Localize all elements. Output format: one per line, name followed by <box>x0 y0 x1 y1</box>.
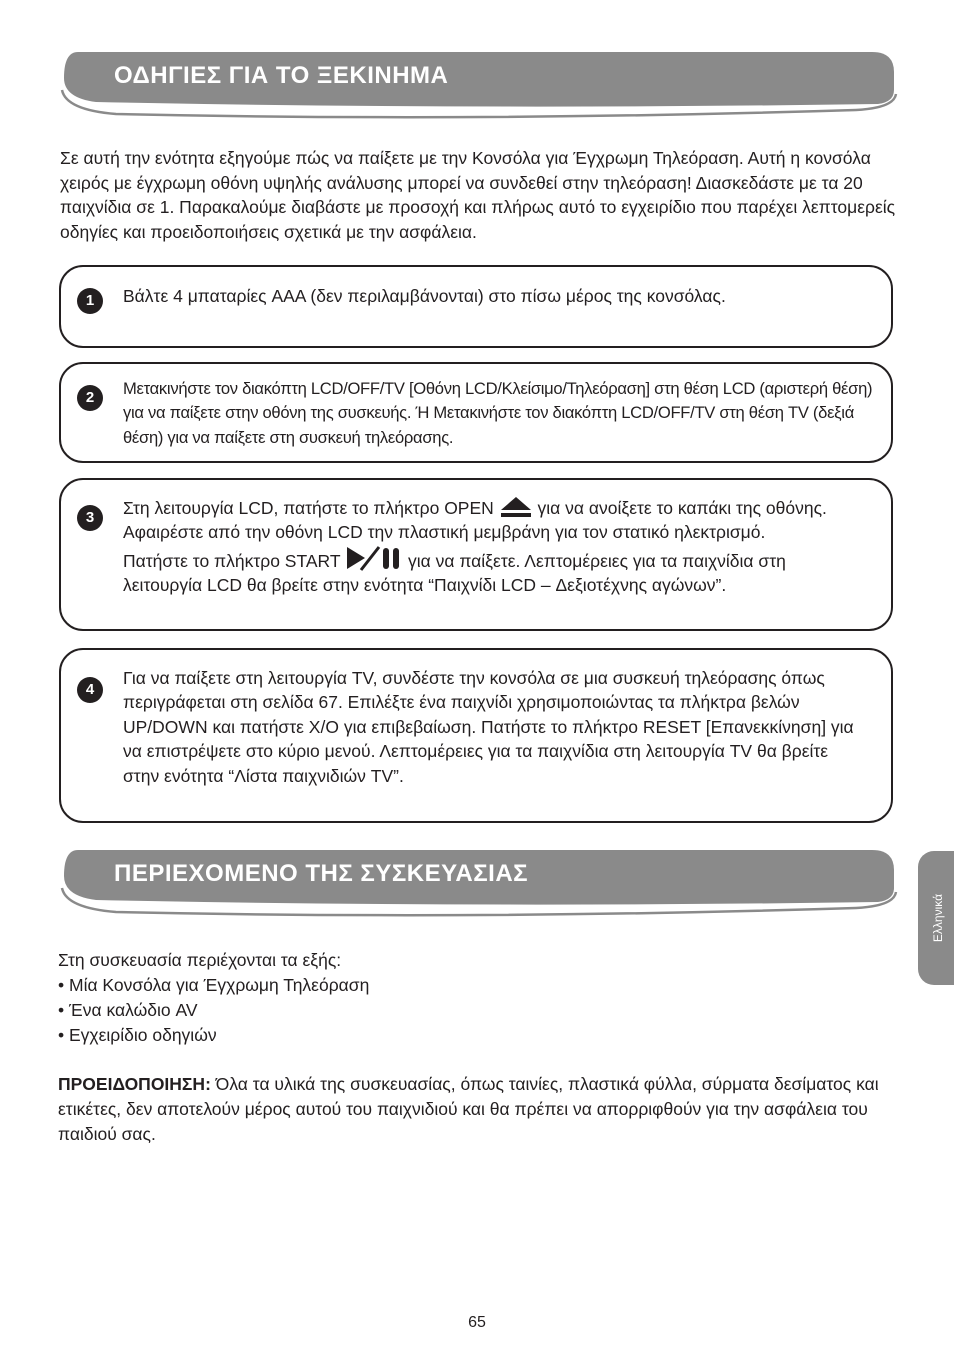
section-title: ΟΔΗΓΙΕΣ ΓΙΑ ΤΟ ΞΕΚΙΝΗΜΑ <box>114 62 449 89</box>
step-text <box>123 496 833 598</box>
contents-intro: Στη συσκευασία περιέχονται τα εξής: <box>58 950 342 970</box>
language-label: Ελληνικά <box>931 893 945 943</box>
contents-item: • Ένα καλώδιο AV <box>58 1000 198 1020</box>
step-number-badge: 2 <box>77 385 103 411</box>
step-text-part: για να παίξετε. Λεπτομέρειες για τα παιχνίδια στη λειτουργία LCD θα βρείτε στην ενότητα “Παιχνίδι LCD – Δεξιοτέχνης αγώνων”. <box>123 550 786 596</box>
step-number-badge: 4 <box>77 677 103 703</box>
step-text: Βάλτε 4 μπαταρίες AAA (δεν περιλαμβάνονται) στο πίσω μέρος της κονσόλας. <box>123 286 726 306</box>
step-text-part: για να ανοίξετε το καπάκι της οθόνης. Αφαιρέστε από την οθόνη LCD την πλαστική μεμβράνη για τον στατικό ηλεκτρισμό. Πατήστε το πλήκτρο START <box>123 498 827 571</box>
step-box-1 <box>59 265 893 348</box>
step-number-badge: 1 <box>77 288 103 314</box>
step-box-2 <box>59 362 893 463</box>
step-text: Για να παίξετε στη λειτουργία TV, συνδέστε την κονσόλα σε μια συσκευή τηλεόρασης όπως περιγράφεται στη σελίδα 67. Επιλέξτε ένα παιχνίδι χρησιμοποιώντας τα πλήκτρα βελών UP/DOWN και πατήστε X/O για επιβεβαίωση. Πατήστε το πλήκτρο RESET [Επανεκκίνηση] για να επιστρέψετε στο κύριο μενού. Λεπτομέρειες για τα παιχνίδια στη λειτουργία TV θα βρείτε στην ενότητα “Λίστα παιχνιδιών TV”. <box>123 668 854 786</box>
play-pause-icon <box>345 545 403 571</box>
warning-paragraph <box>58 1072 888 1147</box>
step-box-4 <box>59 648 893 823</box>
page-number: 65 <box>468 1314 486 1331</box>
contents-item: • Μία Κονσόλα για Έγχρωμη Τηλεόραση <box>58 975 370 995</box>
section-banner-package-contents <box>56 848 902 918</box>
step-number-badge: 3 <box>77 505 103 531</box>
section-banner-getting-started <box>56 50 902 120</box>
language-side-tab <box>918 851 954 985</box>
section-title: ΠΕΡΙΕΧΟΜΕΝΟ ΤΗΣ ΣΥΣΚΕΥΑΣΙΑΣ <box>114 860 529 887</box>
step-text-part: Στη λειτουργία LCD, πατήστε το πλήκτρο OPEN <box>123 498 494 518</box>
step-text: Μετακινήστε τον διακόπτη LCD/OFF/TV [Οθόνη LCD/Κλείσιμο/Τηλεόραση] στη θέση LCD (αριστερή θέση) για να παίξετε στην οθόνη της συσκευής. Ή Μετακινήστε τον διακόπτη LCD/OFF/TV στη θέση TV (δεξιά θέση) για να παίξετε στη συσκευή τηλεόρασης. <box>123 379 873 447</box>
eject-icon <box>499 496 533 518</box>
intro-paragraph: Σε αυτή την ενότητα εξηγούμε πώς να παίξετε με την Κονσόλα για Έγχρωμη Τηλεόραση. Αυτή η κονσόλα χειρός με έγχρωμη οθόνη υψηλής ανάλυσης μπορεί να συνδεθεί στην τηλεόραση! Διασκεδάστε με τα 20 παιχνίδια σε 1. Παρακαλούμε διαβάστε με προσοχή και πλήρως αυτό το εγχειρίδιο που παρέχει λεπτομερείς οδηγίες και προειδοποιήσεις σχετικά με την ασφάλεια. <box>60 148 896 242</box>
warning-label: ΠΡΟΕΙΔΟΠΟΙΗΣΗ: <box>58 1074 211 1094</box>
warning-text: Όλα τα υλικά της συσκευασίας, όπως ταινίες, πλαστικά φύλλα, σύρματα δεσίματος και ετικέτες, δεν αποτελούν μέρος αυτού του παιχνιδιού και θα πρέπει να απορριφθούν για την ασφάλεια του παιδιού σας. <box>58 1074 879 1144</box>
contents-item: • Εγχειρίδιο οδηγιών <box>58 1025 217 1045</box>
step-box-3 <box>59 478 893 631</box>
